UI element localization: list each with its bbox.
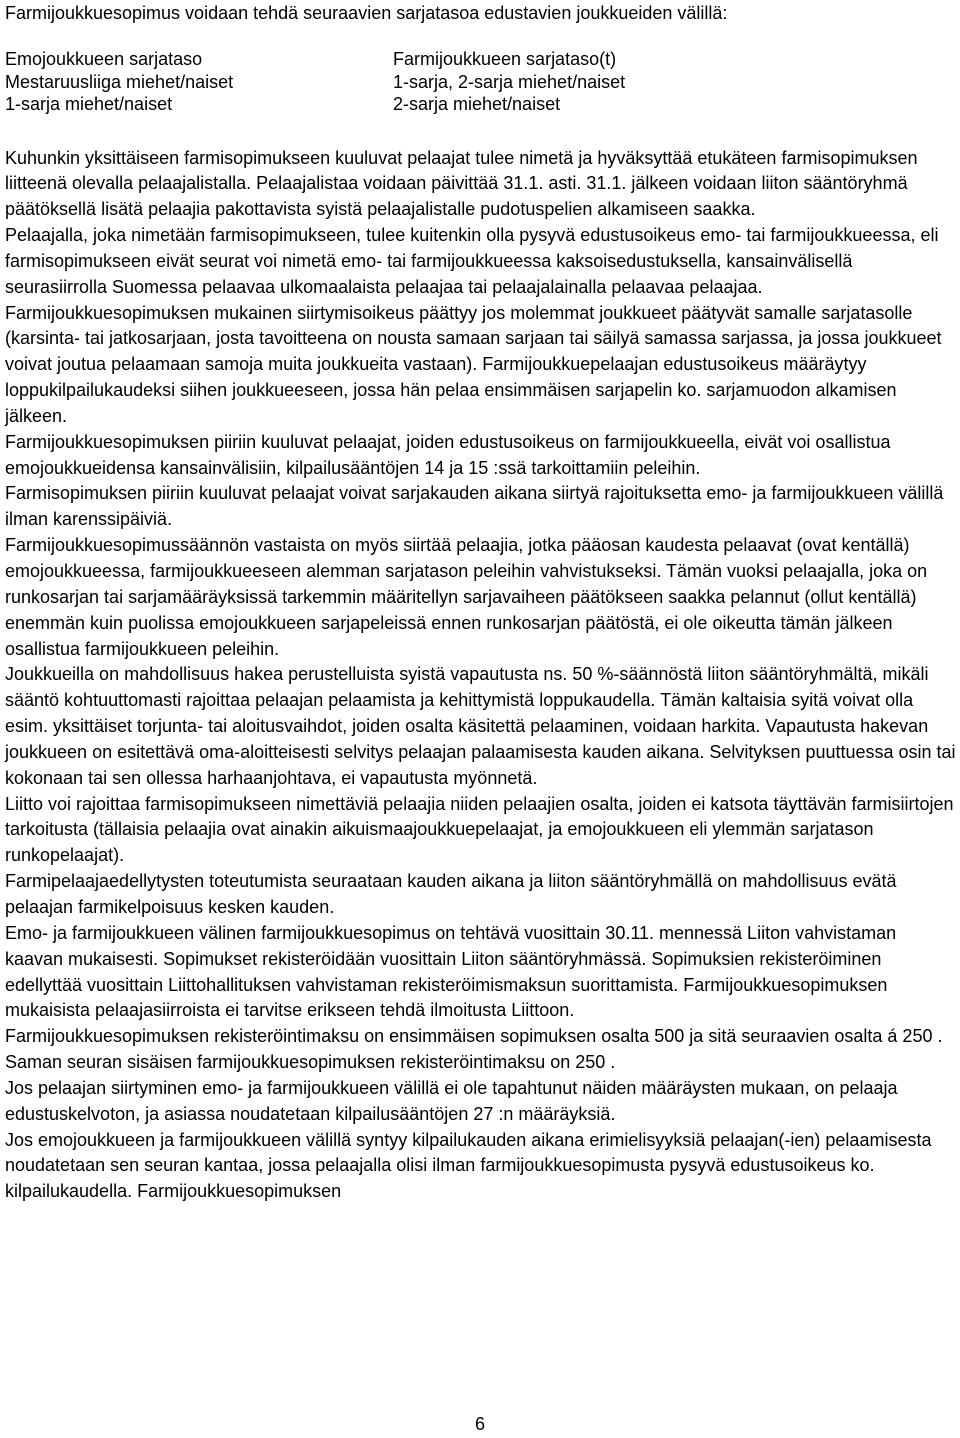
body-text — [5, 146, 957, 1206]
paragraph: Liitto voi rajoittaa farmisopimukseen nimettäviä pelaajia niiden pelaajien osalta, joiden ei katsota täyttävän farmisiirtojen tarkoitusta (tällaisia pelaajia ovat ainakin aikuismaajoukkuepelaajat, ja emojoukkueen eli ylemmän sarjatason runkopelaajat). — [5, 793, 954, 866]
paragraph: Jos pelaajan siirtyminen emo- ja farmijoukkueen välillä ei ole tapahtunut näiden määräysten mukaan, on pelaaja edustuskelvoton, ja asiassa noudatetaan kilpailusääntöjen 27 :n määräyksiä. — [5, 1077, 898, 1124]
paragraph: Pelaajalla, joka nimetään farmisopimukseen, tulee kuitenkin olla pysyvä edustusoikeus emo- tai farmijoukkueessa, eli farmisopimukseen eivät seurat voi nimetä emo- tai farmijoukkueessa kaksoisedustuksella, kansainvälisellä seurasiirrolla Suomessa pelaavaa ulkomaalaista pelaajaa tai pelaajalainalla pelaavaa pelaajaa. — [5, 225, 939, 297]
farm-team-level-column — [393, 48, 893, 116]
paragraph: Emo- ja farmijoukkueen välinen farmijoukkuesopimus on tehtävä vuosittain 30.11. mennessä Liiton vahvistaman kaavan mukaisesti. Sopimukset rekisteröidään vuosittain Liiton sääntöryhmässä. Sopimuksien rekisteröiminen edellyttää vuosittain Liittohallituksen vahvistaman rekisteröimismaksun suorittamista. Farmijoukkuesopimuksen mukaisista pelaajasiirroista ei tarvitse erikseen tehdä ilmoitusta Liittoon. — [5, 922, 897, 1021]
paragraph: Farmisopimuksen piiriin kuuluvat pelaajat voivat sarjakauden aikana siirtyä rajoituksetta emo- ja farmijoukkueen välillä ilman karenssipäiviä. — [5, 483, 944, 530]
document-page — [5, 0, 957, 1205]
farm-team-level-header: Farmijoukkueen sarjataso(t) — [393, 49, 617, 69]
paragraph: Farmijoukkuesopimuksen mukainen siirtymisoikeus päättyy jos molemmat joukkueet päätyvät samalle sarjatasolle (karsinta- tai jatkosarjaan, josta tavoitteena on nousta samaan sarjaan tai säilyä samassa sarjassa, ja jossa joukkueet voivat joutua pelaamaan samoja muita joukkueita vastaan). Farmijoukkuepelaajan edustusoikeus määräytyy loppukilpailukaudeksi siihen joukkueeseen, jossa hän pelaa ensimmäisen sarjapelin ko. sarjamuodon alkamisen jälkeen. — [5, 302, 942, 426]
farm-team-level-row: 1-sarja, 2-sarja miehet/naiset — [393, 71, 626, 92]
page-number: 6 — [474, 1414, 485, 1434]
parent-team-level-column — [5, 48, 393, 116]
paragraph: Farmipelaajaedellytysten toteutumista seuraataan kauden aikana ja liiton sääntöryhmällä on mahdollisuus evätä pelaajan farmikelpoisuus kesken kauden. — [5, 871, 897, 917]
intro-text: Farmijoukkuesopimus voidaan tehdä seuraavien sarjatasoa edustavien joukkueiden välillä: — [5, 3, 728, 23]
paragraph: Jos emojoukkueen ja farmijoukkueen välillä syntyy kilpailukauden aikana erimielisyyksiä pelaajan(-ien) pelaamisesta noudatetaan sen seuran kantaa, jossa pelaajalla olisi ilman farmijoukkuesopimusta pysyvä edustusoikeus ko. kilpailukaudella. Farmijoukkuesopimuksen — [5, 1129, 932, 1202]
parent-team-level-header: Emojoukkueen sarjataso — [5, 49, 203, 69]
paragraph: Farmijoukkuesopimuksen rekisteröintimaksu on ensimmäisen sopimuksen osalta 500 ja sitä seuraavien osalta á 250 . Saman seuran sisäisen farmijoukkuesopimuksen rekisteröintimaksu on 250 . — [5, 1026, 943, 1073]
paragraph: Kuhunkin yksittäiseen farmisopimukseen kuuluvat pelaajat tulee nimetä ja hyväksyttää etukäteen farmisopimuksen liitteenä olevalla pelaajalistalla. Pelaajalistaa voidaan päivittää 31.1. asti. 31.1. jälkeen voidaan liiton sääntöryhmä päätöksellä lisätä pelaajia pakottavista syistä pelaajalistalle pudotuspelien alkamiseen saakka. — [5, 147, 918, 220]
parent-team-level-row: 1-sarja miehet/naiset — [5, 94, 173, 114]
paragraph: Farmijoukkuesopimuksen piiriin kuuluvat pelaajat, joiden edustusoikeus on farmijoukkueella, eivät voi osallistua emojoukkueidensa kansainvälisiin, kilpailusääntöjen 14 ja 15 :ssä tarkoittamiin peleihin. — [5, 431, 891, 478]
paragraph: Farmijoukkuesopimussäännön vastaista on myös siirtää pelaajia, jotka pääosan kaudesta pelaavat (ovat kentällä) emojoukkueessa, farmijoukkueeseen alemman sarjatason peleihin vahvistukseksi. Tämän vuoksi pelaajalla, joka on runkosarjan tai sarjamääräyksissä tarkemmin määritellyn sarjavaiheen päätökseen saakka pelannut (ollut kentällä) enemmän kuin puolissa emojoukkueen sarjapeleissä ennen runkosarjan päätöstä, ei ole oikeutta tämän jälkeen osallistua farmijoukkueen peleihin. — [5, 535, 928, 659]
farm-team-level-row: 2-sarja miehet/naiset — [393, 94, 561, 114]
league-levels-table — [5, 48, 957, 116]
parent-team-level-row: Mestaruusliiga miehet/naiset — [5, 71, 234, 92]
paragraph: Joukkueilla on mahdollisuus hakea perustelluista syistä vapautusta ns. 50 %-säännöstä liiton sääntöryhmältä, mikäli sääntö kohtuuttomasti rajoittaa pelaajan pelaamista ja kehittymistä loppukaudella. Tämän kaltaisia syitä voivat olla esim. yksittäiset torjunta- tai aloitusvaihdot, joiden osalta käsitettä pelaaminen, voidaan harkita. Vapautusta hakevan joukkueen on esitettävä oma-aloitteisesti selvitys pelaajan palaamisesta kauden aikana. Selvityksen puuttuessa osin tai kokonaan tai sen ollessa harhaanjohtava, ei vapautusta myönnetä. — [5, 664, 956, 788]
